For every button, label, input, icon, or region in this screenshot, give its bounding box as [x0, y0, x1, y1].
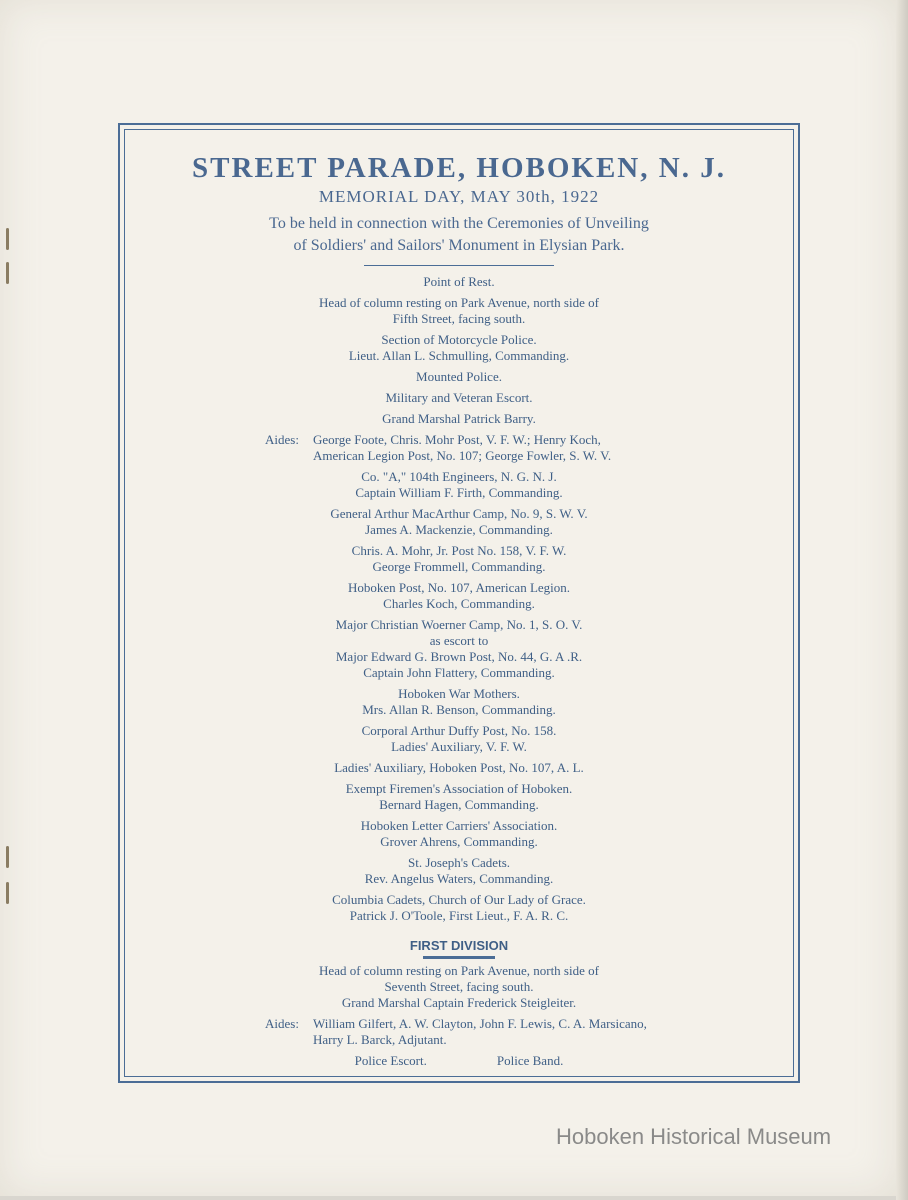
entry-line: Ladies' Auxiliary, Hoboken Post, No. 107, A. L. [334, 760, 584, 775]
parade-entry [130, 274, 788, 290]
entry-line: Ladies' Auxiliary, V. F. W. [391, 739, 527, 754]
aides-text: George Foote, Chris. Mohr Post, V. F. W.; Henry Koch, American Legion Post, No. 107; George Fowler, S. W. V. [313, 432, 612, 463]
border-frame [118, 123, 800, 1083]
entry-line: Chris. A. Mohr, Jr. Post No. 158, V. F. W. [351, 543, 567, 558]
entry-line: Head of column resting on Park Avenue, north side of [319, 295, 599, 310]
entry-line: Mrs. Allan R. Benson, Commanding. [362, 702, 556, 717]
parade-entry [130, 332, 788, 364]
staple [6, 846, 9, 868]
police-band: Police Band. [496, 1053, 564, 1068]
division-underline [423, 956, 495, 959]
entry-line: Patrick J. O'Toole, First Lieut., F. A. R. C. [349, 908, 569, 923]
page-edge [896, 0, 908, 1200]
first-division-heading: FIRST DIVISION [409, 938, 509, 953]
entry-line: Major Edward G. Brown Post, No. 44, G. A .R. [335, 649, 583, 664]
police-units [130, 1053, 788, 1069]
watermark: Hoboken Historical Museum [556, 1124, 832, 1149]
entry-line: General Arthur MacArthur Camp, No. 9, S. W. V. [330, 506, 588, 521]
parade-entry [130, 390, 788, 406]
entry-line: Columbia Cadets, Church of Our Lady of Grace. [332, 892, 586, 907]
first-division-details [130, 963, 788, 1011]
parade-entry [130, 818, 788, 850]
entry-line: Point of Rest. [423, 274, 495, 289]
entry-line: as escort to [429, 633, 489, 648]
division-aides-block [130, 1016, 788, 1048]
parade-entry [130, 543, 788, 575]
entry-line: Charles Koch, Commanding. [383, 596, 535, 611]
aides-label: Aides: [265, 1016, 299, 1031]
police-escort: Police Escort. [354, 1053, 427, 1068]
division-line: Grand Marshal Captain Frederick Steigleiter. [341, 995, 577, 1010]
division-line: Head of column resting on Park Avenue, north side of [319, 963, 599, 978]
parade-entry [130, 723, 788, 755]
aides-label: Aides: [265, 432, 299, 447]
program-content [130, 151, 788, 1069]
intro-line: of Soldiers' and Sailors' Monument in Elysian Park. [293, 237, 625, 254]
entry-line: Captain William F. Firth, Commanding. [355, 485, 563, 500]
parade-order-list [130, 274, 788, 1069]
parade-entry [130, 760, 788, 776]
staple [6, 228, 9, 250]
entry-line: Fifth Street, facing south. [392, 311, 526, 326]
page-subtitle: MEMORIAL DAY, MAY 30th, 1922 [318, 187, 600, 206]
entry-line: Lieut. Allan L. Schmulling, Commanding. [348, 348, 570, 363]
parade-entry [130, 411, 788, 427]
entry-line: Hoboken Letter Carriers' Association. [360, 818, 558, 833]
entry-line: Major Christian Woerner Camp, No. 1, S. O. V. [335, 617, 583, 632]
parade-entry [130, 506, 788, 538]
staple [6, 262, 9, 284]
parade-entry [130, 295, 788, 327]
parade-entry [130, 781, 788, 813]
entry-line: Captain John Flattery, Commanding. [363, 665, 555, 680]
entry-line: Military and Veteran Escort. [385, 390, 533, 405]
intro-line: To be held in connection with the Ceremonies of Unveiling [269, 215, 649, 232]
division-line: Seventh Street, facing south. [384, 979, 534, 994]
entry-line: Co. "A," 104th Engineers, N. G. N. J. [361, 469, 557, 484]
page-title: STREET PARADE, HOBOKEN, N. J. [192, 152, 726, 184]
parade-entry [130, 855, 788, 887]
entry-line: Rev. Angelus Waters, Commanding. [364, 871, 554, 886]
aides-text: William Gilfert, A. W. Clayton, John F. Lewis, C. A. Marsicano, Harry L. Barck, Adjutant. [313, 1016, 647, 1047]
entry-line: George Frommell, Commanding. [372, 559, 546, 574]
entry-line: Grand Marshal Patrick Barry. [382, 411, 536, 426]
parade-entry [130, 469, 788, 501]
staple [6, 882, 9, 904]
entry-line: St. Joseph's Cadets. [407, 855, 510, 870]
entry-line: Corporal Arthur Duffy Post, No. 158. [361, 723, 557, 738]
parade-entry [130, 686, 788, 718]
entry-line: James A. Mackenzie, Commanding. [365, 522, 553, 537]
entry-line: Bernard Hagen, Commanding. [379, 797, 539, 812]
entry-line: Mounted Police. [416, 369, 502, 384]
parade-entry [130, 617, 788, 681]
entry-line: Grover Ahrens, Commanding. [380, 834, 538, 849]
parade-entry [130, 580, 788, 612]
intro-text [130, 213, 788, 257]
parade-entry [130, 369, 788, 385]
entry-line: Exempt Firemen's Association of Hoboken. [345, 781, 573, 796]
entry-line: Section of Motorcycle Police. [381, 332, 537, 347]
aides-block [130, 432, 788, 464]
parade-entry [130, 892, 788, 924]
divider [364, 265, 554, 266]
entry-line: Hoboken Post, No. 107, American Legion. [347, 580, 571, 595]
entry-line: Hoboken War Mothers. [398, 686, 520, 701]
